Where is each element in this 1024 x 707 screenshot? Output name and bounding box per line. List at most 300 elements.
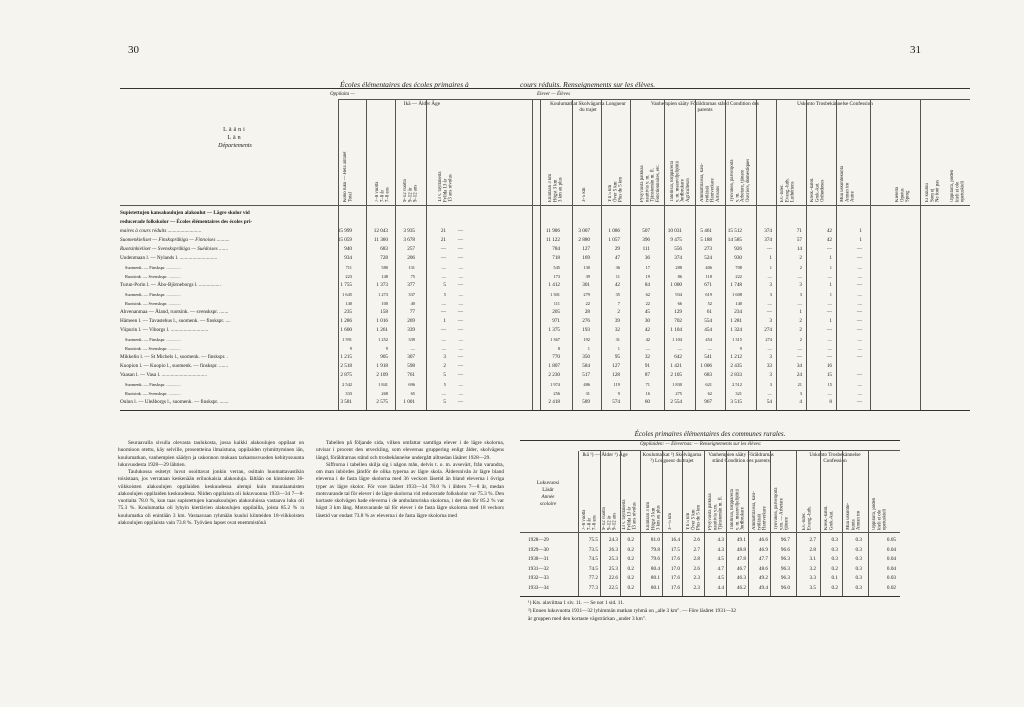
table1-cell: 11 bbox=[615, 274, 620, 279]
table1-cell: — bbox=[826, 327, 832, 333]
table1-cell: 34 bbox=[796, 363, 802, 369]
table1-cell: — bbox=[857, 391, 862, 396]
table1-cell: — bbox=[457, 372, 463, 378]
table1-cell: 61 bbox=[706, 309, 712, 315]
col-header-parents-d: Työväkeä, palvelijoita y. m. Arbetare, tjänare Ouvriers, domestiques bbox=[730, 158, 751, 202]
table2-row bbox=[520, 536, 900, 545]
table1-cell: 696 bbox=[408, 382, 415, 387]
footnote-1: ¹) Kts. alaviittaa 1 siv. 11. — Se not 1 sid. 11. bbox=[528, 600, 625, 606]
t2-header-confession-group: Uskonto Trosbekännelse Confession bbox=[809, 452, 861, 464]
table1-cell: 1 841 bbox=[378, 382, 388, 387]
table1-cell: — bbox=[457, 327, 463, 333]
col-header-lang-2: Ei kuuluu Som ej Ne font pas bbox=[925, 179, 941, 202]
table2-cell: 3.1 bbox=[809, 556, 816, 562]
table1-cell: 15 bbox=[826, 372, 832, 378]
table1-row-label: Ruotsinkieliset — Svenskspråkiga — Suédoises ....... bbox=[120, 246, 229, 252]
table1-row-label: Suomenk. — Finskspr. ............. bbox=[125, 265, 181, 270]
table2-body bbox=[520, 536, 900, 596]
table2-cell: 0.2 bbox=[627, 575, 634, 581]
table1-cell: 517 bbox=[582, 372, 590, 378]
table1-cell: 374 bbox=[674, 255, 682, 261]
col-header-age-group: Ikä — Ålder Âge bbox=[403, 101, 441, 107]
table1-cell: 339 bbox=[408, 337, 415, 342]
table1-cell: 1 bbox=[829, 318, 832, 324]
table1-cell: 29 bbox=[614, 246, 620, 252]
table1-cell: 57 bbox=[796, 237, 802, 243]
table1-row bbox=[120, 308, 970, 317]
table1-cell: 1 104 bbox=[670, 327, 682, 333]
t2-stub-3: Année bbox=[541, 494, 555, 500]
table1-cell: 140 bbox=[735, 301, 742, 306]
table1-row-label: Suomenk. — Finskspr. ............. bbox=[125, 382, 181, 387]
table1-cell: 86 bbox=[677, 274, 682, 279]
table1-cell: — bbox=[856, 372, 862, 378]
table1-cell: 1 367 bbox=[550, 337, 560, 342]
table1-cell: 1 286 bbox=[340, 318, 352, 324]
table1-cell: 1 bbox=[769, 265, 772, 270]
table1-cell: 1 807 bbox=[548, 363, 560, 369]
col-header-conf-lutheran: Ev.-luter. Evang.-luth. Luthériens bbox=[780, 178, 796, 202]
table1-row bbox=[120, 218, 970, 227]
t2-header-conf-b: Kreik.-katol. Grek.-kat. bbox=[824, 505, 835, 530]
table1-cell: 256 bbox=[553, 391, 560, 396]
table1-cell: 9 bbox=[739, 346, 742, 351]
table1-cell: 24 bbox=[796, 372, 802, 378]
t2-header-dist-c: Yli 5 km Över 5 km Plus de 5 km bbox=[686, 505, 702, 530]
table1-cell: 10 031 bbox=[667, 228, 682, 234]
table2-cell: 0.04 bbox=[886, 556, 896, 562]
table1-cell: 275 bbox=[675, 391, 682, 396]
table1-cell: — bbox=[856, 399, 862, 405]
table1-cell: — bbox=[766, 309, 772, 315]
table1-cell: 39 bbox=[614, 318, 620, 324]
table2-cell: 0.2 bbox=[831, 565, 838, 572]
table1-cell: 1 755 bbox=[340, 282, 352, 288]
table1-cell: — bbox=[767, 274, 772, 279]
table1-row-label: Kuopion l. — Kuopio l., suomenk. — finskspr. ....... bbox=[120, 363, 229, 369]
t2-header-dist-b: 3—5 km bbox=[668, 513, 673, 530]
table1-cell: — bbox=[857, 301, 862, 306]
col-header-dist-under3: Enintään 3 km Högst 3 km 3 km au plus bbox=[548, 174, 564, 202]
table1-cell: 5 bbox=[443, 292, 446, 297]
table1-cell: 3 bbox=[769, 292, 772, 297]
table1-cell: — bbox=[410, 346, 415, 351]
table1-cell: — bbox=[797, 274, 802, 279]
table1-cell: 683 bbox=[704, 372, 712, 378]
table2-cell: 2.8 bbox=[693, 556, 700, 562]
table1-cell: 3 bbox=[769, 354, 772, 360]
table1-cell: — bbox=[857, 337, 862, 342]
table1-cell: 598 bbox=[407, 363, 415, 369]
table1-cell: — bbox=[677, 346, 682, 351]
table2-cell: 2.7 bbox=[809, 537, 816, 543]
table1-cell: 1 315 bbox=[732, 337, 742, 342]
table1-cell: — bbox=[458, 265, 463, 270]
table1-cell: 8 bbox=[829, 399, 832, 405]
table1-cell: 1 324 bbox=[730, 327, 742, 333]
table1-cell: 257 bbox=[407, 246, 415, 252]
table1-cell: 3 bbox=[799, 282, 802, 288]
table1-cell: 2 bbox=[799, 255, 802, 261]
table1-cell: 770 bbox=[552, 354, 560, 360]
table1-cell: 5 bbox=[443, 372, 446, 378]
table2-cell: 0.04 bbox=[886, 565, 896, 572]
table1-cell: 1 bbox=[799, 309, 802, 315]
table1-cell: — bbox=[457, 309, 463, 315]
table1-cell: 140 bbox=[345, 301, 352, 306]
table1-cell: 66 bbox=[677, 301, 682, 306]
table1-cell: 1 000 bbox=[670, 282, 682, 288]
table1-cell: 396 bbox=[642, 237, 650, 243]
table1-cell: 333 bbox=[345, 391, 352, 396]
table1-row bbox=[120, 209, 970, 218]
table1-cell: 1 bbox=[859, 228, 862, 234]
table2-footnotes bbox=[528, 600, 900, 623]
table2-cell: 0.04 bbox=[886, 546, 896, 553]
table1-cell: 87 bbox=[644, 372, 650, 378]
table2-row bbox=[520, 584, 900, 593]
table1-cell: 545 bbox=[553, 265, 560, 270]
t2-stub-2: Läsår bbox=[542, 487, 554, 493]
table1-cell: 406 bbox=[705, 265, 712, 270]
table1-cell: 15 bbox=[827, 382, 832, 387]
col-header-conf-other: Muu uskontokunta Annan tro Autre bbox=[840, 165, 856, 202]
table1-cell: 15 999 bbox=[337, 228, 352, 234]
table1-cell: 127 bbox=[582, 246, 590, 252]
table1-cell: 1 001 bbox=[403, 399, 415, 405]
table1-cell: 3 935 bbox=[403, 228, 415, 234]
table2-cell: 0.03 bbox=[886, 575, 896, 581]
table1-cell: 5 461 bbox=[700, 228, 712, 234]
left-paragraph-2: Taulukossa esitetyt luvut osoittavat jonkin verran, osittain huomattavastikin toisistaan, jos verrataan keskenään eriluokaisia alakouluja. Iältään on kintoisten 36-viikkoisten alakoulujen oppilaiden keskuudessa alempi kuin muunlaatuisten alakoulujen oppilaiden keskuudessa. Niiden oppilaista oli lukuvuonna 1933—34 7—8-vuotiaita 78.0 %, kun taas supistettujen kansakoulujen alakouluissa vastaava luku oli 75.3 %. Koulumatka oli lyhyin kiertävien alakoulujen oppilailla, joista 85.2 % :n koulumatka oli enintään 3 km. Vastaavaan ryhmään kuului kiinteiden 18-viikkoisten alakoulujen oppilaista vain 73.8 %. Työväen lapset ovat enemmistönä bbox=[118, 469, 304, 526]
col-header-conf-orthodox: Kreik.-katol. Grek.-kat. Orthodoxes bbox=[810, 177, 826, 202]
table1-cell: — bbox=[441, 391, 446, 396]
table1-row-label: Oulun l. — Uleåborgs l., suomenk. — finskspr. ....... bbox=[120, 399, 229, 405]
table1-cell: 708 bbox=[735, 265, 742, 270]
table1-cell: — bbox=[458, 382, 463, 387]
table1-cell: 19 bbox=[645, 274, 650, 279]
table1-cell: 11 906 bbox=[545, 228, 560, 234]
table1-row-label: Suomenkieliset — Finskspråkiga — Finnoises .......... bbox=[120, 237, 230, 243]
table2-cell: 26.3 bbox=[608, 546, 618, 553]
table1-cell: 279 bbox=[583, 292, 590, 297]
table1-cell: 1 057 bbox=[608, 237, 620, 243]
table2-cell: 2.8 bbox=[809, 546, 816, 553]
left-text-block bbox=[118, 440, 304, 527]
table1-cell: 2 435 bbox=[730, 363, 742, 369]
table1-cell: 1 bbox=[769, 255, 772, 261]
table2-cell: 25.3 bbox=[608, 556, 618, 562]
table1-cell: 1 252 bbox=[378, 337, 388, 342]
table1-cell: — bbox=[856, 309, 862, 315]
table1-cell: — bbox=[797, 346, 802, 351]
table1-cell: 3 bbox=[769, 382, 772, 387]
table1-cell: 45 bbox=[644, 309, 650, 315]
table1-cell: — bbox=[856, 327, 862, 333]
table2-cell: 79.8 bbox=[650, 546, 660, 553]
table2-row bbox=[520, 555, 900, 564]
table2-cell: 4.3 bbox=[717, 537, 724, 543]
table1-cell: 2 512 bbox=[732, 382, 742, 387]
table1-body bbox=[120, 209, 970, 409]
right-running-head: cours réduits. Renseignements sur les élèves. bbox=[520, 80, 656, 89]
table1-cell: — bbox=[440, 327, 446, 333]
table1-cell: 36 bbox=[644, 255, 650, 261]
right-text-block bbox=[316, 440, 504, 520]
table1-cell: — bbox=[856, 282, 862, 288]
table2-row bbox=[520, 565, 900, 574]
table1-cell: — bbox=[458, 346, 463, 351]
table1-cell: — bbox=[856, 255, 862, 261]
table1-row-label: maires à cours réduits .......................... bbox=[120, 228, 202, 234]
table1-row-label: Ahvenanmaa — Åland, ruotsink. — svenskspr. ....... bbox=[120, 309, 229, 315]
table2-cell: 4.7 bbox=[717, 565, 724, 572]
table1-cell: 1 273 bbox=[378, 292, 388, 297]
table1-cell: 3 515 bbox=[730, 399, 742, 405]
col-header-age-9-12: 9–12 vuotta 9–12 år 9–12 ans bbox=[403, 179, 419, 202]
table1-cell: — bbox=[441, 301, 446, 306]
table1-cell: — bbox=[827, 391, 832, 396]
table1-cell: 1 301 bbox=[550, 292, 560, 297]
table2-cell: 79.6 bbox=[650, 556, 660, 562]
table1-cell: 374 bbox=[764, 237, 772, 243]
table1-cell: 683 bbox=[380, 246, 388, 252]
table2-cell: 74.5 bbox=[588, 556, 598, 562]
table1-cell: — bbox=[457, 255, 463, 261]
table1-cell: — bbox=[441, 265, 446, 270]
table1-cell: 16 bbox=[645, 391, 650, 396]
table2-cell: 0.3 bbox=[831, 556, 838, 562]
table1-cell: — bbox=[457, 399, 463, 405]
table1-cell: 2 518 bbox=[340, 363, 352, 369]
table1-cell: 11 360 bbox=[373, 237, 388, 243]
table1-cell: 1 bbox=[859, 237, 862, 243]
table2-cell: 48.6 bbox=[758, 565, 768, 572]
table2-title: Écoles primaires élémentaires des communes rurales. bbox=[634, 430, 786, 438]
table1-row-label: Supistettujen kansakoulujen alakoulut — Lägre skolor vid bbox=[120, 210, 250, 216]
table1-cell: 192 bbox=[583, 337, 590, 342]
table1-cell: 589 bbox=[582, 399, 590, 405]
table2-cell: 0.2 bbox=[627, 537, 634, 543]
table1-cell: — bbox=[457, 282, 463, 288]
table2-cell: 77.2 bbox=[588, 575, 598, 581]
table1-cell: — bbox=[457, 354, 463, 360]
table1-cell: — bbox=[857, 292, 862, 297]
table1-cell: 36 bbox=[615, 265, 620, 270]
table1-cell: 2 bbox=[799, 327, 802, 333]
table1-cell: 524 bbox=[704, 255, 712, 261]
table1-cell: — bbox=[857, 382, 862, 387]
table1-cell: 276 bbox=[582, 318, 590, 324]
table1-cell: 42 bbox=[644, 327, 650, 333]
table1-cell: 377 bbox=[407, 282, 415, 288]
table2-cell: 0.2 bbox=[831, 584, 838, 591]
table1-row bbox=[120, 353, 970, 362]
table1-cell: — bbox=[857, 346, 862, 351]
table2-cell: 17.5 bbox=[670, 546, 680, 553]
table1-cell: 14 585 bbox=[727, 237, 742, 243]
table2-cell: 2.3 bbox=[693, 575, 700, 581]
table1-cell: 22 bbox=[645, 301, 650, 306]
table1-cell: 3 007 bbox=[578, 228, 590, 234]
table2-cell: 0.1 bbox=[831, 575, 838, 581]
table1-cell: 1 bbox=[829, 255, 832, 261]
statistics-table-main bbox=[120, 88, 970, 405]
table1-row bbox=[120, 362, 970, 371]
table1-cell: 130 bbox=[583, 265, 590, 270]
table1-cell: — bbox=[827, 274, 832, 279]
table1-cell: — bbox=[457, 363, 463, 369]
table1-cell: — bbox=[856, 318, 862, 324]
table1-cell: 2 bbox=[799, 265, 802, 270]
table1-cell: 1 974 bbox=[550, 382, 560, 387]
table1-cell: 288 bbox=[675, 265, 682, 270]
table2-cell: 73.5 bbox=[588, 546, 598, 553]
table1-cell: — bbox=[796, 354, 802, 360]
table2-cell: 24.3 bbox=[608, 537, 618, 543]
table1-cell: 62 bbox=[645, 292, 650, 297]
table1-cell: 205 bbox=[552, 309, 560, 315]
table2-header-band: Oppilaiden: — Elevernas: — Renseignements sur les élèves: bbox=[640, 442, 762, 447]
table1-cell: — bbox=[440, 309, 446, 315]
t2-header-age-9-12: 9–12 vuotta 9–12 år 9–12 ans bbox=[602, 507, 618, 530]
table1-cell: 930 bbox=[734, 255, 742, 261]
table2-cell: 80.1 bbox=[650, 584, 660, 591]
t2-header-parents-c: Ammattilaisia, käsi- työläisiä Hantverkare bbox=[752, 491, 768, 530]
left-paragraph-1: Seuraavalla sivulla olevasta taulukosta, jossa kaikki alakoulujen oppilaat on huomioon otettu, käy selville, prosentteina ilmaistuna, oppilaiden ryhmittyminen iän, koulumatkan, vanhempien säädyn ja uskonnon mukaan tarkastusvuoden kehityssuunta lukuvuodesta 1928—29 lähtien. bbox=[118, 440, 304, 468]
table1-cell: 337 bbox=[408, 292, 415, 297]
table1-cell: — bbox=[767, 346, 772, 351]
table1-cell: — bbox=[457, 318, 463, 324]
table1-cell: 2 542 bbox=[342, 382, 352, 387]
table1-row bbox=[120, 263, 970, 272]
table2-cell: 0.05 bbox=[886, 537, 896, 543]
table1-cell: 2 418 bbox=[548, 399, 560, 405]
table2-row-year: 1932—33 bbox=[528, 575, 549, 581]
table2-cell: 0.3 bbox=[855, 537, 862, 543]
t2-header-conf-c: Muu uskonto- kunta Annan tro bbox=[846, 502, 862, 530]
table1-cell: 1 373 bbox=[376, 282, 388, 288]
table1-cell: 4 bbox=[799, 399, 802, 405]
table1-cell: 9 475 bbox=[670, 237, 682, 243]
table2-row bbox=[520, 574, 900, 583]
table1-cell: 273 bbox=[704, 246, 712, 252]
table2-cell: 4.5 bbox=[717, 575, 724, 581]
table1-cell: 3 bbox=[443, 354, 446, 360]
table1-cell: 39 bbox=[585, 274, 590, 279]
footnote-2: ²) Ennen lukuvuotta 1931—32 lyhimmän matkan ryhmä on „alle 3 km". — Före läsåret 1931—32 bbox=[528, 607, 737, 614]
table2-cell: 80.4 bbox=[650, 565, 660, 572]
table1-cell: 1 421 bbox=[670, 363, 682, 369]
table1-cell: 119 bbox=[613, 382, 620, 387]
t2-header-age-7-8: 7–8 vuotta 7–8 år 7–8 ans bbox=[582, 509, 598, 530]
table1-cell: 554 bbox=[704, 318, 712, 324]
table1-cell: 2 833 bbox=[730, 372, 742, 378]
table1-cell: 75 bbox=[410, 274, 415, 279]
table1-cell: — bbox=[797, 301, 802, 306]
table1-cell: 5 bbox=[443, 282, 446, 288]
table1-cell: 2 bbox=[443, 363, 446, 369]
table1-cell: 128 bbox=[612, 372, 620, 378]
table1-cell: 42 bbox=[826, 228, 832, 234]
table1-cell: 1 645 bbox=[342, 292, 352, 297]
table1-cell: 307 bbox=[407, 354, 415, 360]
table1-cell: 127 bbox=[612, 363, 620, 369]
table1-cell: — bbox=[856, 246, 862, 252]
table1-cell: 3 bbox=[799, 292, 802, 297]
table1-cell: 148 bbox=[381, 274, 388, 279]
table1-cell: 1 bbox=[829, 265, 832, 270]
table1-cell: 8 bbox=[557, 346, 560, 351]
table1-cell: 30 bbox=[644, 318, 650, 324]
table1-cell: 31 bbox=[585, 391, 590, 396]
table1-cell: — bbox=[440, 255, 446, 261]
table1-cell: 28 bbox=[584, 309, 590, 315]
table1-cell: 1 104 bbox=[672, 337, 682, 342]
table1-row bbox=[120, 317, 970, 326]
table1-row bbox=[120, 245, 970, 254]
table1-cell: 454 bbox=[705, 337, 712, 342]
table1-cell: 14 bbox=[796, 246, 802, 252]
table1-cell: 1 412 bbox=[548, 282, 560, 288]
table1-cell: 556 bbox=[674, 246, 682, 252]
table1-cell: 934 bbox=[675, 292, 682, 297]
table2-cell: 17.6 bbox=[670, 584, 680, 591]
table1-cell: 5 188 bbox=[700, 237, 712, 243]
right-page-number: 31 bbox=[910, 44, 921, 56]
table2-cell: 3.3 bbox=[809, 575, 816, 581]
table2-cell: 96.3 bbox=[780, 556, 790, 562]
table1-row bbox=[120, 335, 970, 344]
table1-cell: 84 bbox=[644, 282, 650, 288]
table1-cell: 206 bbox=[407, 255, 415, 261]
table2-cell: 0.2 bbox=[627, 546, 634, 553]
table1-cell: 42 bbox=[826, 237, 832, 243]
table2-cell: 46.9 bbox=[758, 546, 768, 553]
col-header-age-13: 13 v. täyttäneitä Fyllda 13 år 13 ans révolus bbox=[438, 171, 454, 202]
table1-cell: 33 bbox=[766, 363, 772, 369]
table1-cell: 16 bbox=[826, 363, 832, 369]
table2-cell: 4.5 bbox=[717, 556, 724, 562]
table1-row-label: Turun-Porin l. — Åbo-Björneborgs l. ................. bbox=[120, 282, 221, 288]
table1-cell: — bbox=[827, 337, 832, 342]
table2-cell: 49.1 bbox=[736, 537, 746, 543]
table1-cell: 22 bbox=[585, 301, 590, 306]
table2-cell: 49.2 bbox=[758, 575, 768, 581]
t2-header-parents-b: Talollisia, torppareita y. m. maanviljelijöitä Jordbrukare bbox=[730, 489, 746, 530]
left-page-number: 30 bbox=[128, 44, 139, 56]
table2-cell: 81.0 bbox=[650, 537, 660, 543]
col-header-dist-over5: Yli 5 km Över 5 km Plus de 5 km bbox=[608, 177, 624, 202]
table1-cell: — bbox=[826, 309, 832, 315]
table1-cell: 2 105 bbox=[670, 372, 682, 378]
table1-row bbox=[120, 389, 970, 398]
table2-cell: 0.3 bbox=[855, 565, 862, 572]
table1-cell: 5 bbox=[443, 399, 446, 405]
table1-cell: 621 bbox=[705, 382, 712, 387]
table1-row-label: Suomenk. — Finskspr. ............. bbox=[125, 337, 181, 342]
right-paragraph-1: Tabellen på följande sida, vilken omfattar samtliga elever i de lägre skolorna, utvisar i procent den utveckling, som elevernas gruppering enligt ålder, skolvägens längd, föräldrarnas stånd och trosbekännelse undergått alltsedan läsåret 1928—29. bbox=[316, 440, 504, 461]
table2-row-year: 1929—30 bbox=[528, 546, 549, 553]
table1-cell: 905 bbox=[380, 354, 388, 360]
table1-cell: 158 bbox=[380, 309, 388, 315]
table1-cell: — bbox=[441, 337, 446, 342]
table1-cell: 274 bbox=[765, 337, 772, 342]
col-header-confession-group: Uskonto Trosbekännelse Confession bbox=[797, 101, 873, 107]
table1-row bbox=[120, 227, 970, 236]
table2-cell: 74.5 bbox=[588, 565, 598, 572]
table1-cell: 31 bbox=[615, 337, 620, 342]
